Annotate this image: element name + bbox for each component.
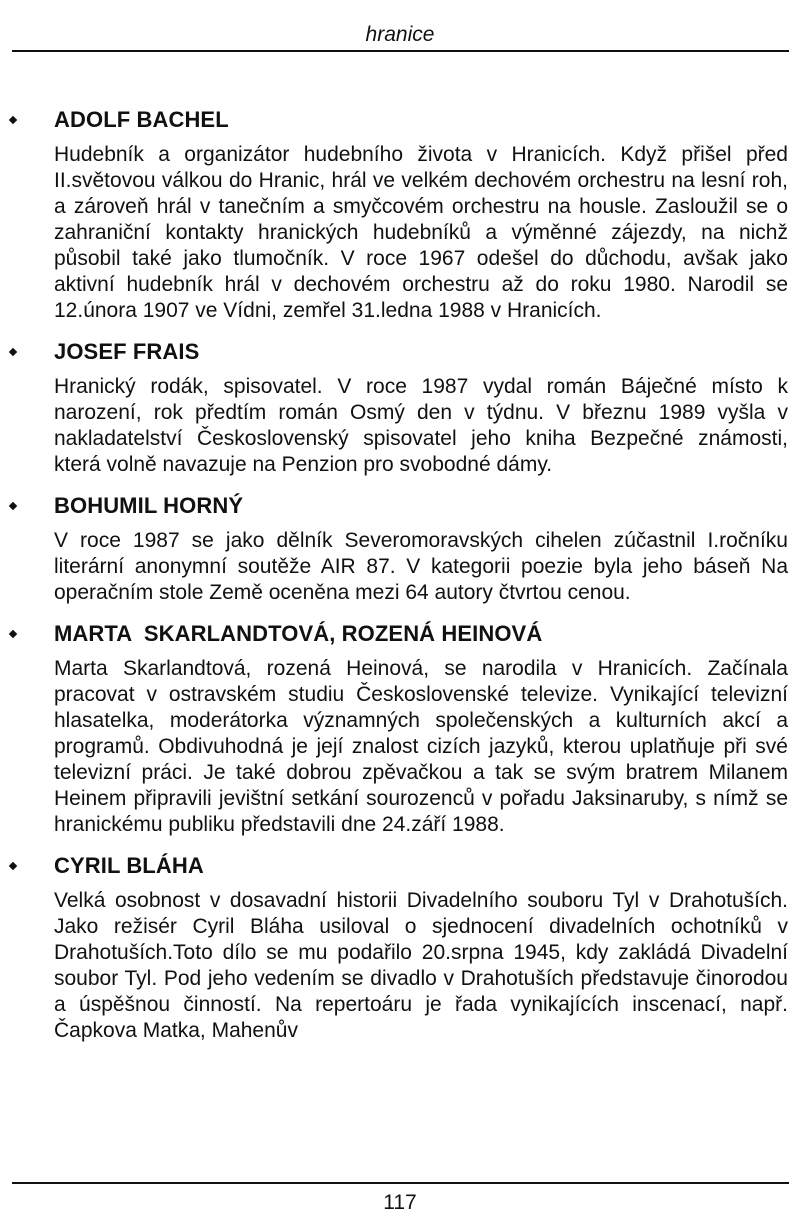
page-number: 117 xyxy=(383,1191,417,1214)
entry-name: BOHUMIL HORNÝ xyxy=(54,493,244,518)
entry-text: Marta Skarlandtová, rozená Heinová, se narodila v Hranicích. Začínala pracovat v ostravském studiu Československé televize. Vynikající televizní hlasatelka, moderátorka významných společenských a kulturních akcí a programů. Obdivuhodná je její znalost cizích jazyků, kterou uplatňuje při své televizní práci. Je také dobrou zpěvačkou a tak se svým bratrem Milanem Heinem připravili jevištní setkání sourozenců v pořadu Jaksinaruby, s nímž se hranickému publiku představili dne 24.září 1988. xyxy=(54,657,788,836)
biography-entry xyxy=(0,106,800,324)
header-divider xyxy=(12,50,789,52)
footer-divider xyxy=(12,1182,789,1184)
diamond-bullet-icon xyxy=(9,348,17,356)
entry-name: JOSEF FRAIS xyxy=(54,339,200,364)
biography-entry xyxy=(0,620,800,838)
biography-entry xyxy=(0,852,800,1044)
diamond-bullet-icon xyxy=(9,502,17,510)
diamond-bullet-icon xyxy=(9,630,17,638)
diamond-bullet-icon xyxy=(9,862,17,870)
diamond-bullet-icon xyxy=(9,116,17,124)
entry-text: Velká osobnost v dosavadní historii Divadelního souboru Tyl v Drahotuších. Jako režisér Cyril Bláha usiloval o sjednocení divadelních ochotníků v Drahotuších.Toto dílo se mu podařilo 20.srpna 1945, kdy zakládá Divadelní soubor Tyl. Pod jeho vedením se divadlo v Drahotuších představuje činorodou a úspěšnou činností. Na repertoáru je řada vynikajících inscenací, např. Čapkova Matka, Mahenův xyxy=(54,889,788,1042)
entry-text: Hranický rodák, spisovatel. V roce 1987 vydal román Báječné místo k narození, rok předtím román Osmý den v týdnu. V březnu 1989 vyšla v nakladatelství Československý spisovatel jeho kniha Bezpečné známosti, která volně navazuje na Penzion pro svobodné dámy. xyxy=(54,375,788,476)
biography-entry xyxy=(0,492,800,606)
entry-text: V roce 1987 se jako dělník Severomoravských cihelen zúčastnil I.ročníku literární anonymní soutěže AIR 87. V kategorii poezie byla jeho báseň Na operačním stole Země oceněna mezi 64 autory čtvrtou cenou. xyxy=(54,529,788,604)
entry-text: Hudebník a organizátor hudebního života v Hranicích. Když přišel před II.světovou válkou do Hranic, hrál ve velkém dechovém orchestru na lesní roh, a zároveň hrál v tanečním a smyčcovém orchestru na housle. Zasloužil se o zahraniční kontakty hranických hudebníků a výměnné zájezdy, na nichž působil také jako tlumočník. V roce 1967 odešel do důchodu, avšak jako aktivní hudebník hrál v dechovém orchestru až do roku 1980. Narodil se 12.února 1907 ve Vídni, zemřel 31.ledna 1988 v Hranicích. xyxy=(54,143,788,322)
running-head: hranice xyxy=(365,23,435,46)
entry-name: MARTA SKARLANDTOVÁ, ROZENÁ HEINOVÁ xyxy=(54,621,543,646)
biography-list xyxy=(0,106,800,1058)
entry-name: ADOLF BACHEL xyxy=(54,107,229,132)
biography-entry xyxy=(0,338,800,478)
entry-name: CYRIL BLÁHA xyxy=(54,853,204,878)
